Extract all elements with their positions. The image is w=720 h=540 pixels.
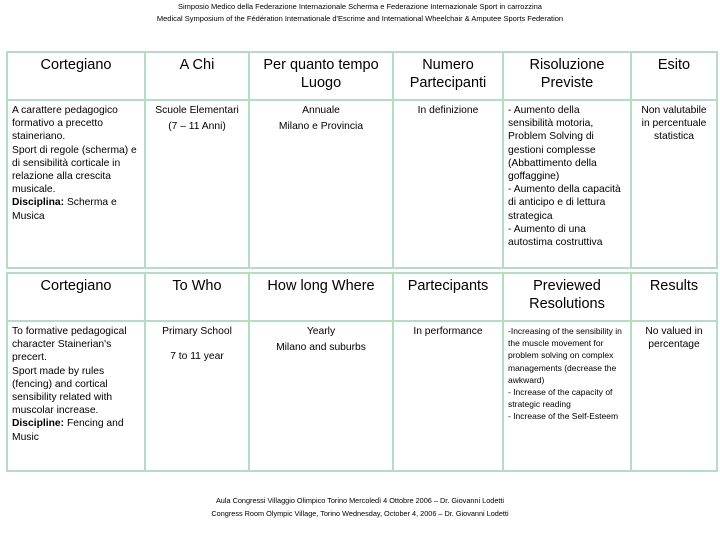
header-previewed-resolutions: Previewed Resolutions: [503, 273, 631, 321]
cortegiano-en-line-2: Sport made by rules (fencing) and cortical sensibility related with muscolar increase.: [12, 365, 113, 417]
table-italian-body-row: [7, 100, 717, 268]
header-risoluzione-previste: Risoluzione Previste: [503, 52, 631, 100]
header-partecipants: Partecipants: [393, 273, 503, 321]
cortegiano-it-discipline: [12, 196, 140, 222]
tempo-line-1: Annuale: [302, 105, 340, 116]
cortegiano-it-line-2: Sport di regole (scherma) e di sensibilità corticale in relazione alla crescita musicale.: [12, 144, 137, 196]
header-a-chi: A Chi: [145, 52, 249, 100]
resolutions-item-2: - Increase of the capacity of strategic reading: [508, 387, 613, 410]
header-cortegiano-en: Cortegiano: [7, 273, 145, 321]
discipline-value-it: Scherma e Musica: [12, 197, 117, 222]
cell-partecipanti: In definizione: [393, 100, 503, 268]
table-english: [6, 272, 718, 472]
cell-risoluzione: [503, 100, 631, 268]
table-english-header-row: [7, 273, 717, 321]
footer-english: Congress Room Olympic Village, Torino Wednesday, October 4, 2006 – Dr. Giovanni Lodetti: [211, 509, 509, 518]
cortegiano-en-line-1: To formative pedagogical character Stainerian's precert.: [12, 326, 127, 364]
cell-results: No valued in percentage: [631, 321, 717, 471]
header-numero-partecipanti: Numero Partecipanti: [393, 52, 503, 100]
header-how-long-where: How long Where: [249, 273, 393, 321]
discipline-value-en: Fencing and Music: [12, 418, 124, 443]
where-line-2: Milano and suburbs: [276, 342, 366, 354]
header-results: Results: [631, 273, 717, 321]
cell-a-chi: [145, 100, 249, 268]
risoluzione-item-1: - Aumento della sensibilità motoria, Problem Solving di gestioni complesse (Abbattimento della goffaggine): [508, 105, 597, 183]
resolutions-item-3: - Increase of the Self-Esteem: [508, 411, 619, 422]
risoluzione-item-3: - Aumento di una autostima costruttiva: [508, 223, 603, 249]
to-who-line-1: Primary School: [162, 326, 232, 337]
symposium-title-english: Medical Symposium of the Fédération Internationale d'Escrime and International Wheelchair & Amputee Sports Federation: [156, 14, 564, 23]
cell-cortegiano-en: [7, 321, 145, 471]
table-english-body-row: [7, 321, 717, 471]
header-esito: Esito: [631, 52, 717, 100]
table-italian: [6, 51, 718, 269]
how-long-line-1: Yearly: [306, 326, 336, 337]
a-chi-line-2: (7 – 11 Anni): [168, 121, 226, 133]
discipline-label-en: Discipline:: [12, 418, 65, 430]
a-chi-line-1: Scuole Elementari: [155, 105, 239, 116]
cell-partecipants: In performance: [393, 321, 503, 471]
header-per-quanto-tempo-luogo: Per quanto tempo Luogo: [249, 52, 393, 100]
resolutions-item-1: -Increasing of the sensibility in the muscle movement for problem solving on complex managements (decrease the awkward): [508, 326, 622, 385]
risoluzione-item-2: - Aumento della capacità di anticipo e di lettura strategica: [508, 184, 621, 222]
cell-esito: Non valutabile in percentuale statistica: [631, 100, 717, 268]
cortegiano-en-discipline: [12, 417, 140, 443]
header-cortegiano: Cortegiano: [7, 52, 145, 100]
cortegiano-it-line-1: A carattere pedagogico formativo a precetto staineriano.: [12, 105, 118, 143]
cell-resolutions: [503, 321, 631, 471]
discipline-label-it: Disciplina:: [12, 197, 65, 209]
cell-cortegiano-it: [7, 100, 145, 268]
luogo-line-2: Milano e Provincia: [278, 121, 364, 133]
to-who-line-2: 7 to 11 year: [170, 351, 224, 363]
symposium-title-italian: Simposio Medico della Federazione Internazionale Scherma e Federazione Internazionale Sport in carrozzina: [178, 2, 542, 11]
header-to-who: To Who: [145, 273, 249, 321]
cell-to-who: [145, 321, 249, 471]
cell-how-long-where: [249, 321, 393, 471]
cell-tempo-luogo: [249, 100, 393, 268]
footer-italian: Aula Congressi Villaggio Olimpico Torino Mercoledì 4 Ottobre 2006 – Dr. Giovanni Lodetti: [215, 496, 505, 505]
table-italian-header-row: [7, 52, 717, 100]
